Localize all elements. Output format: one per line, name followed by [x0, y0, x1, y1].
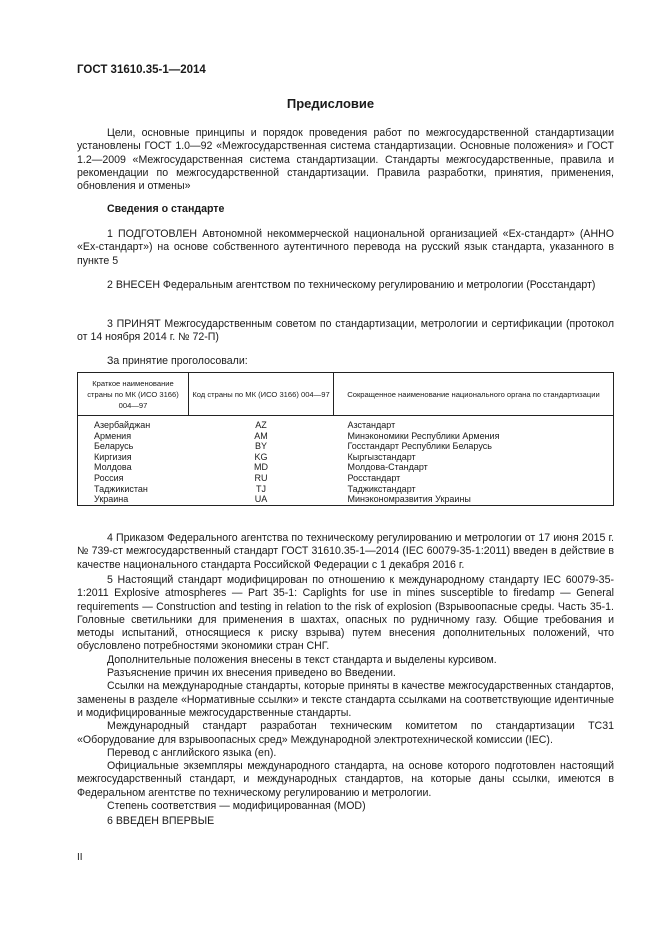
item-5-note-committee: Международный стандарт разработан техническим комитетом по стандартизации ТС31 «Оборудование для взрывоопасных сред» Международной электротехнической комиссии (IEC). [77, 720, 614, 746]
table-cell-country: Азербайджан [94, 420, 151, 430]
item-5-note-additions: Дополнительные положения внесены в текст стандарта и выделены курсивом. [107, 653, 497, 666]
code-column [189, 416, 334, 506]
table-cell-country: Молдова [94, 462, 132, 473]
table-cell-code: TJ [256, 483, 266, 494]
country-column [78, 416, 189, 506]
table-header-country: Краткое наименование страны по МК (ИСО 3166) 004—97 [78, 373, 189, 416]
item-2-paragraph: 2 ВНЕСЕН Федеральным агентством по техническому регулированию и метрологии (Росстандарт) [107, 279, 596, 291]
voted-label: За принятие проголосовали: [107, 355, 248, 367]
table-cell-body: Кыргызстандарт [347, 451, 416, 462]
item-4-paragraph: 4 Приказом Федерального агентства по техническому регулированию и метрологии от 17 июня 2015 г. № 739-ст межгосударственный стандарт ГОСТ 31610.35-1—2014 (IEC 60079-35-1:2011) введен в действие в качестве национального стандарта Российской Федерации с 1 декабря 2016 г. [77, 532, 614, 571]
table-cell-body: Азстандарт [347, 420, 396, 430]
item-5-note-degree: Степень соответствия — модифицированная (MOD) [107, 800, 366, 813]
page-title: Предисловие [286, 96, 375, 111]
table-cell-body: Минэкономики Республики Армения [347, 430, 500, 441]
item-5-block [77, 574, 614, 813]
table-header-code: Код страны по МК (ИСО 3166) 004—97 [189, 373, 334, 416]
table-cell-body: Росстандарт [347, 472, 401, 483]
table-cell-code: BY [254, 441, 267, 452]
item-3-paragraph: 3 ПРИНЯТ Межгосударственным советом по стандартизации, метрологии и сертификации (протокол от 14 ноября 2014 г. № 72-П) [77, 318, 614, 344]
table-cell-code: AM [254, 430, 268, 441]
table-cell-code: KG [254, 451, 268, 462]
table-header-body: Сокращенное наименование национального органа по стандартизации [334, 373, 614, 416]
page-number: II [77, 852, 83, 863]
item-5-paragraph: 5 Настоящий стандарт модифицирован по отношению к международному стандарту IEC 60079-35-1:2011 Explosive atmospheres — Part 35-1: Caplights for use in mines susceptible to firedamp — General requirements — Construction and testing in relation to the risk of explosion (Взрывоопасные среды. Часть 35-1. Головные светильники для применения в шахтах, опасных по рудничному газу. Общие требования и методы испытаний, относящиеся к риску взрыва) путем внесения дополнительных положений, что обусловлено потребностями экономики стран СНГ. [77, 574, 614, 653]
table-body-row [78, 416, 614, 506]
table-cell-country: Армения [94, 430, 132, 441]
item-5-note-reasons: Разъяснение причин их внесения приведено во Введении. [107, 667, 396, 680]
body-column [334, 416, 614, 506]
table-cell-body: Молдова-Стандарт [347, 462, 428, 473]
document-code: ГОСТ 31610.35-1—2014 [77, 64, 206, 76]
table-cell-code: AZ [255, 420, 267, 430]
item-6-paragraph: 6 ВВЕДЕН ВПЕРВЫЕ [107, 815, 215, 827]
table-header-row [78, 373, 614, 416]
table-cell-country: Таджикистан [94, 483, 148, 494]
item-5-note-copies: Официальные экземпляры международного стандарта, на основе которого подготовлен настоящий межгосударственный стандарт, и международных стандартов, на которые даны ссылки, имеются в Федеральном агентстве по техническому регулированию и метрологии. [77, 760, 614, 799]
table-cell-body: Госстандарт Республики Беларусь [347, 441, 492, 452]
intro-paragraph: Цели, основные принципы и порядок проведения работ по межгосударственной стандартизации установлены ГОСТ 1.0—92 «Межгосударственная система стандартизации. Основные положения» и ГОСТ 1.2—2009 «Межгосударственная система стандартизации. Стандарты межгосударственные, правила и рекомендации по межгосударственной стандартизации. Правила разработки, принятия, применения, обновления и отмены» [77, 127, 614, 193]
voting-table [77, 372, 614, 506]
table-cell-code: MD [254, 462, 268, 473]
item-1-paragraph: 1 ПОДГОТОВЛЕН Автономной некоммерческой национальной организацией «Ех-стандарт» (АННО «Ех-стандарт») на основе собственного аутентичного перевода на русский язык стандарта, указанного в пункте 5 [77, 228, 614, 267]
section-subheading: Сведения о стандарте [107, 203, 225, 215]
table-cell-body: Таджикстандарт [347, 483, 416, 494]
item-5-note-translation: Перевод с английского языка (en). [107, 746, 277, 759]
table-cell-country: Россия [94, 472, 124, 483]
table-cell-body: Минэкономразвития Украины [347, 494, 471, 505]
table-cell-country: Беларусь [94, 441, 134, 452]
table-cell-country: Украина [94, 494, 129, 505]
table-cell-code: UA [254, 494, 268, 505]
item-5-note-references: Ссылки на международные стандарты, которые приняты в качестве межгосударственных стандартов, заменены в разделе «Нормативные ссылки» и тексте стандарта ссылками на соответствующие идентичные и модифицированные межгосударственные стандарты. [77, 680, 614, 719]
table-cell-code: RU [254, 472, 268, 483]
table-cell-country: Киргизия [94, 451, 132, 462]
